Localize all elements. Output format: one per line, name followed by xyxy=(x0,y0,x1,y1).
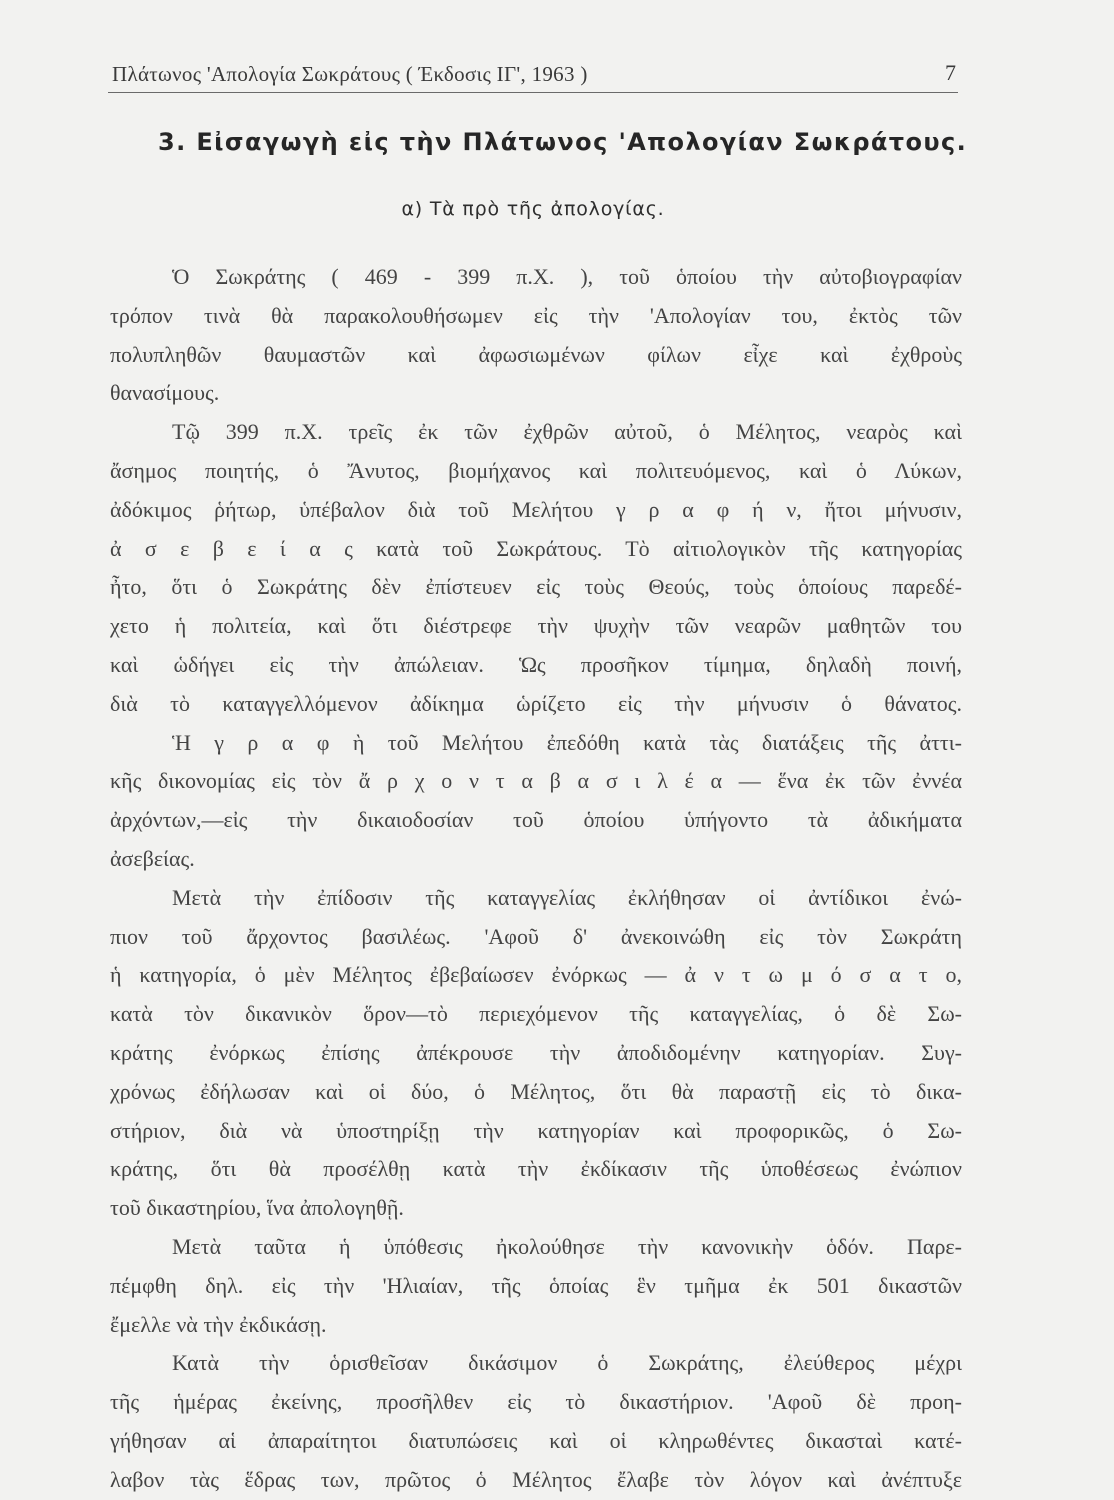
text-line: πολυπληθῶν θαυμαστῶν καὶ ἀφωσιωμένων φίλων εἶχε καὶ ἐχθροὺς xyxy=(110,341,962,367)
text-line: Μετὰ τὴν ἐπίδοσιν τῆς καταγγελίας ἐκλήθησαν οἱ ἀντίδικοι ἐνώ- xyxy=(172,884,962,910)
text-line: διὰ τὸ καταγγελλόμενον ἀδίκημα ὡρίζετο εἰς τὴν μήνυσιν ὁ θάνατος. xyxy=(110,690,962,716)
running-header xyxy=(108,60,958,93)
text-line: κράτης ἐνόρκως ἐπίσης ἀπέκρουσε τὴν ἀποδιδομένην κατηγορίαν. Συγ- xyxy=(110,1039,962,1065)
text-line: ἀσεβείας. xyxy=(110,845,195,871)
text-line: Τῷ 399 π.Χ. τρεῖς ἐκ τῶν ἐχθρῶν αὐτοῦ, ὁ Μέλητος, νεαρὸς καὶ xyxy=(172,419,962,445)
text-line: ἦτο, ὅτι ὁ Σωκράτης δὲν ἐπίστευεν εἰς τοὺς Θεούς, τοὺς ὁποίους παρεδέ- xyxy=(110,574,962,600)
page-number: 7 xyxy=(945,60,956,85)
text-line: τρόπον τινὰ θὰ παρακολουθήσωμεν εἰς τὴν 'Απολογίαν του, ἐκτὸς τῶν xyxy=(110,302,962,328)
text-line: ἀ σ ε β ε ί α ς κατὰ τοῦ Σωκράτους. Τὸ αἰτιολογικὸν τῆς κατηγορίας xyxy=(110,535,962,561)
text-line: ἀδόκιμος ῥήτωρ, ὑπέβαλον διὰ τοῦ Μελήτου γ ρ α φ ή ν, ἤτοι μήνυσιν, xyxy=(110,496,962,522)
text-line: πιον τοῦ ἄρχοντος βασιλέως. 'Αφοῦ δ' ἀνεκοινώθη εἰς τὸν Σωκράτη xyxy=(110,923,962,949)
running-title: Πλάτωνος 'Απολογία Σωκράτους ( Έκδοσις ΙΓ', 1963 ) xyxy=(112,62,588,86)
text-line: ἄσημος ποιητής, ὁ Ἄνυτος, βιομήχανος καὶ πολιτευόμενος, καὶ ὁ Λύκων, xyxy=(110,457,962,483)
text-line: Κατὰ τὴν ὁρισθεῖσαν δικάσιμον ὁ Σωκράτης, ἐλεύθερος μέχρι xyxy=(172,1350,962,1376)
text-line: τῆς ἡμέρας ἐκείνης, προσῆλθεν εἰς τὸ δικαστήριον. 'Αφοῦ δὲ προη- xyxy=(110,1389,962,1415)
text-line: Μετὰ ταῦτα ἡ ὑπόθεσις ἠκολούθησε τὴν κανονικὴν ὁδόν. Παρε- xyxy=(172,1233,962,1259)
text-line: κράτης, ὅτι θὰ προσέλθῃ κατὰ τὴν ἐκδίκασιν τῆς ὑποθέσεως ἐνώπιον xyxy=(110,1156,962,1182)
text-line: τοῦ δικαστηρίου, ἵνα ἀπολογηθῇ. xyxy=(110,1195,404,1221)
text-line: χετο ἡ πολιτεία, καὶ ὅτι διέστρεφε τὴν ψυχὴν τῶν νεαρῶν μαθητῶν του xyxy=(110,613,962,639)
text-line: ἔμελλε νὰ τὴν ἐκδικάσῃ. xyxy=(110,1311,327,1337)
body-text xyxy=(110,258,962,1500)
text-line: κατὰ τὸν δικανικὸν ὅρον—τὸ περιεχόμενον τῆς καταγγελίας, ὁ δὲ Σω- xyxy=(110,1001,962,1027)
text-line: κῆς δικονομίας εἰς τὸν ἄ ρ χ ο ν τ α β α σ ι λ έ α — ἕνα ἐκ τῶν ἐννέα xyxy=(110,768,962,794)
text-line: Ὁ Σωκράτης ( 469 - 399 π.Χ. ), τοῦ ὁποίου τὴν αὐτοβιογραφίαν xyxy=(172,264,962,289)
text-line: ἡ κατηγορία, ὁ μὲν Μέλητος ἐβεβαίωσεν ἐνόρκως — ἀ ν τ ω μ ό σ α τ ο, xyxy=(110,962,962,988)
text-line: πέμφθη δηλ. εἰς τὴν 'Ηλιαίαν, τῆς ὁποίας ἓν τμῆμα ἐκ 501 δικαστῶν xyxy=(110,1272,962,1298)
text-line: ἀρχόντων,—εἰς τὴν δικαιοδοσίαν τοῦ ὁποίου ὑπήγοντο τὰ ἀδικήματα xyxy=(110,807,962,833)
text-line: γήθησαν αἱ ἀπαραίτητοι διατυπώσεις καὶ οἱ κληρωθέντες δικασταὶ κατέ- xyxy=(110,1427,962,1453)
text-line: Ἡ γ ρ α φ ὴ τοῦ Μελήτου ἐπεδόθη κατὰ τὰς διατάξεις τῆς ἀττι- xyxy=(172,729,962,755)
text-line: χρόνως ἐδήλωσαν καὶ οἱ δύο, ὁ Μέλητος, ὅτι θὰ παραστῇ εἰς τὸ δικα- xyxy=(110,1078,962,1104)
section-title: α) Τὰ πρὸ τῆς ἀπολογίας. xyxy=(401,198,665,220)
text-line: καὶ ὡδήγει εἰς τὴν ἀπώλειαν. Ὡς προσῆκον τίμημα, δηλαδὴ ποινή, xyxy=(110,651,962,677)
text-line: θανασίμους. xyxy=(110,380,220,406)
text-line: λαβον τὰς ἕδρας των, πρῶτος ὁ Μέλητος ἔλαβε τὸν λόγον καὶ ἀνέπτυξε xyxy=(110,1466,962,1492)
chapter-title: 3. Εἰσαγωγὴ εἰς τὴν Πλάτωνος 'Απολογίαν Σωκράτους. xyxy=(158,128,968,156)
text-line: στήριον, διὰ νὰ ὑποστηρίξῃ τὴν κατηγορίαν καὶ προφορικῶς, ὁ Σω- xyxy=(110,1117,962,1143)
